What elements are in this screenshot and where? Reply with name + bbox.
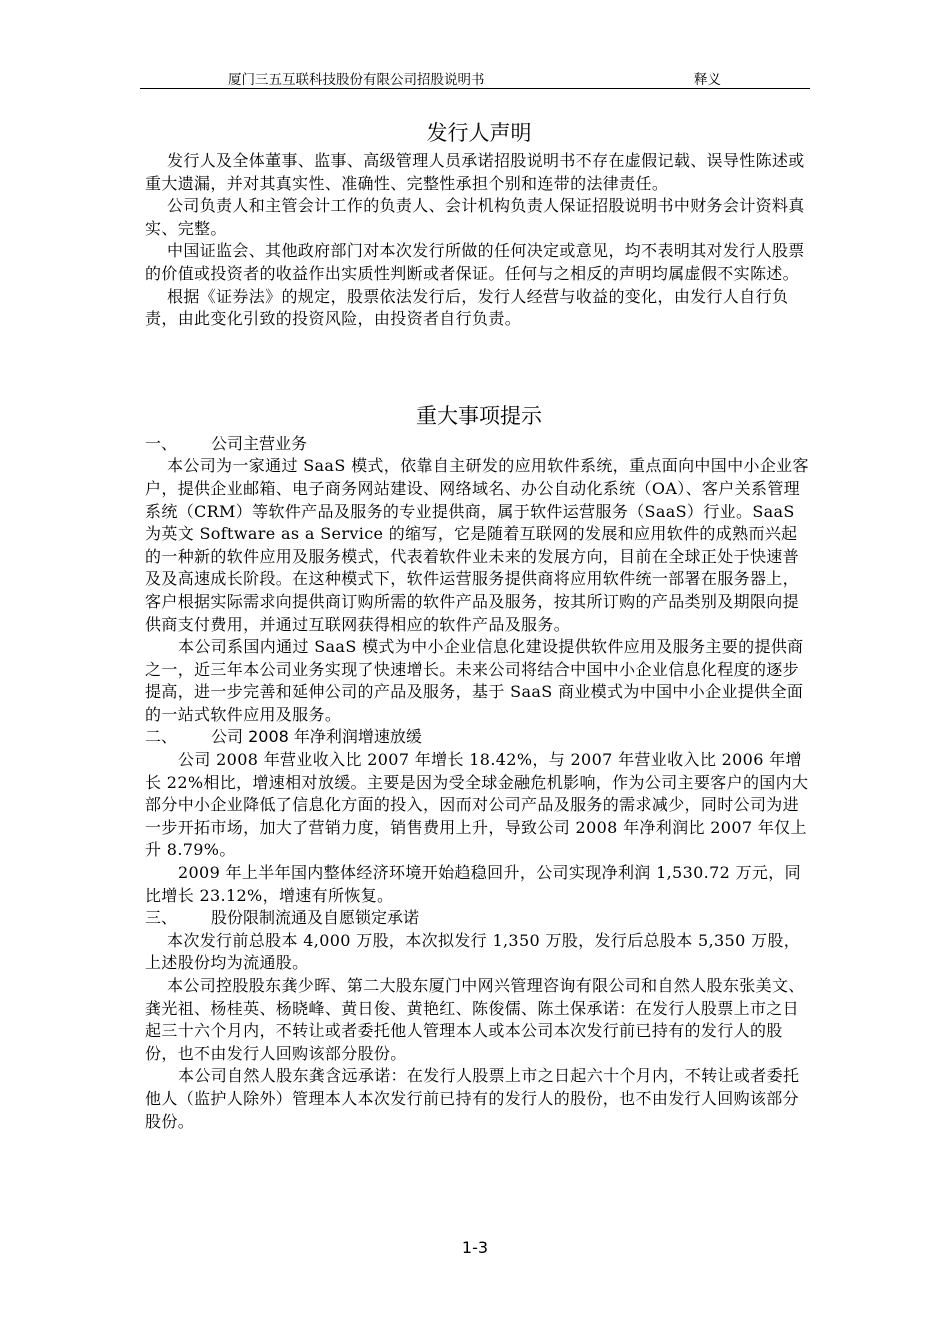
section-number: 二、 bbox=[145, 727, 178, 747]
section-paragraph: 2009 年上半年国内整体经济环境开始趋稳回升，公司实现净利润 1,530.72 万元，同比增长 23.12%，增速有所恢复。 bbox=[145, 863, 801, 905]
section-heading bbox=[145, 726, 813, 749]
page-header bbox=[140, 66, 810, 89]
section-paragraph: 本公司为一家通过 SaaS 模式，依靠自主研发的应用软件系统，重点面向中国中小企业客户，提供企业邮箱、电子商务网站建设、网络域名、办公自动化系统（OA）、客户关系管理系统（CRM）等软件产品及服务的专业提供商，属于软件运营服务（SaaS）行业。SaaS 为英文 Software as a Service 的缩写，它是随着互联网的发展和应用软件的成熟而兴起的一种新的软件应用及服务模式，代表着软件业未来的发展方向，目前在全球正处于快速普及及高速成长阶段。在这种模式下，软件运营服务提供商将应用软件统一部署在服务器上，客户根据实际需求向提供商订购所需的软件产品及服务，按其所订购的产品类别及期限向提供商支付费用，并通过互联网获得相应的软件产品及服务。 bbox=[145, 456, 809, 634]
header-section-label: 释义 bbox=[694, 72, 721, 88]
notice-title: 重大事项提示 bbox=[416, 403, 542, 428]
statement-paragraph: 公司负责人和主管会计工作的负责人、会计机构负责人保证招股说明书中财务会计资料真实、完整。 bbox=[145, 196, 805, 238]
page-number: 1-3 bbox=[461, 1238, 489, 1257]
section-number: 一、 bbox=[145, 433, 178, 453]
section-heading bbox=[145, 433, 813, 456]
section-title: 公司主营业务 bbox=[211, 433, 308, 453]
page-content bbox=[145, 114, 813, 1133]
section-number: 三、 bbox=[145, 908, 178, 928]
section-paragraph: 本公司自然人股东龚含远承诺：在发行人股票上市之日起六十个月内，不转让或者委托他人（监护人除外）管理本人本次发行前已持有的发行人的股份，也不由发行人回购该部分股份。 bbox=[145, 1066, 800, 1131]
section-paragraph: 本次发行前总股本 4,000 万股，本次拟发行 1,350 万股，发行后总股本 5,350 万股，上述股份均为流通股。 bbox=[145, 930, 801, 973]
statement-paragraph: 发行人及全体董事、监事、高级管理人员承诺招股说明书不存在虚假记载、误导性陈述或重大遗漏，并对其真实性、准确性、完整性承担个别和连带的法律责任。 bbox=[145, 151, 805, 193]
section-paragraph: 本公司系国内通过 SaaS 模式为中小企业信息化建设提供软件应用及服务主要的提供商之一，近三年本公司业务实现了快速增长。未来公司将结合中国中小企业信息化程度的逐步提高，进一步完善和延伸公司的产品及服务，基于 SaaS 商业模式为中国中小企业提供全面的一站式软件应用及服务。 bbox=[145, 637, 804, 724]
section-paragraph: 公司 2008 年营业收入比 2007 年增长 18.42%，与 2007 年营业收入比 2006 年增长 22%相比，增速相对放缓。主要是因为受全球金融危机影响，作为公司主要客户的国内大部分中小企业降低了信息化方面的投入，因而对公司产品及服务的需求减少，同时公司为进一步开拓市场，加大了营销力度，销售费用上升，导致公司 2008 年净利润比 2007 年仅上升 8.79%。 bbox=[145, 750, 809, 860]
section-title: 股份限制流通及自愿锁定承诺 bbox=[211, 908, 420, 928]
section-paragraph: 本公司控股股东龚少晖、第二大股东厦门中网兴管理咨询有限公司和自然人股东张美文、龚光祖、杨桂英、杨晓峰、黄日俊、黄艳红、陈俊儒、陈土保承诺：在发行人股票上市之日起三十六个月内，不转让或者委托他人管理本人或本公司本次发行前已持有的发行人的股份，也不由发行人回购该部分股份。 bbox=[145, 976, 805, 1063]
statement-title: 发行人声明 bbox=[426, 121, 532, 145]
statement-paragraph: 根据《证券法》的规定，股票依法发行后，发行人经营与收益的变化，由发行人自行负责，由此变化引致的投资风险，由投资者自行负责。 bbox=[145, 286, 789, 329]
section-title: 公司 2008 年净利润增速放缓 bbox=[211, 727, 422, 747]
section-heading bbox=[145, 907, 813, 930]
statement-paragraph: 中国证监会、其他政府部门对本次发行所做的任何决定或意见，均不表明其对发行人股票的价值或投资者的收益作出实质性判断或者保证。任何与之相反的声明均属虚假不实陈述。 bbox=[145, 241, 805, 283]
header-document-title: 厦门三五互联科技股份有限公司招股说明书 bbox=[228, 72, 485, 88]
